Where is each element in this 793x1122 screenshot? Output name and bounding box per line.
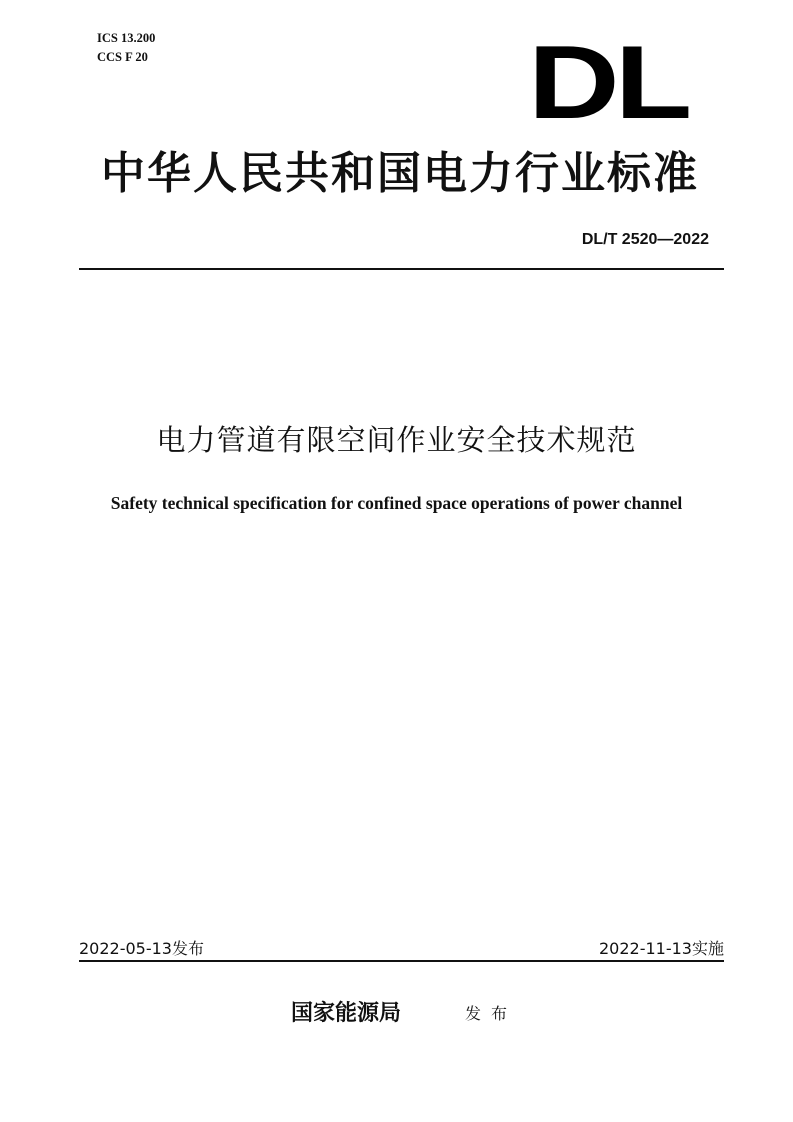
implementation-date: 2022-11-13实施 bbox=[599, 939, 724, 958]
classification-codes bbox=[97, 29, 155, 67]
document-title-en: Safety technical specification for confined space operations of power channel bbox=[110, 493, 683, 513]
issuer-name: 国家能源局 bbox=[291, 1001, 402, 1026]
ccs-code: CCS F 20 bbox=[97, 50, 148, 64]
document-title-cn: 电力管道有限空间作业安全技术规范 bbox=[156, 423, 637, 457]
bottom-divider bbox=[79, 960, 724, 962]
ics-code: ICS 13.200 bbox=[97, 31, 156, 45]
issue-label: 发布 bbox=[465, 1004, 518, 1023]
release-date: 2022-05-13发布 bbox=[79, 939, 204, 958]
top-divider bbox=[79, 268, 724, 270]
standard-category-title: 中华人民共和国电力行业标准 bbox=[101, 148, 699, 199]
dl-logo: DL bbox=[528, 25, 688, 141]
standard-number: DL/T 2520—2022 bbox=[581, 231, 709, 248]
